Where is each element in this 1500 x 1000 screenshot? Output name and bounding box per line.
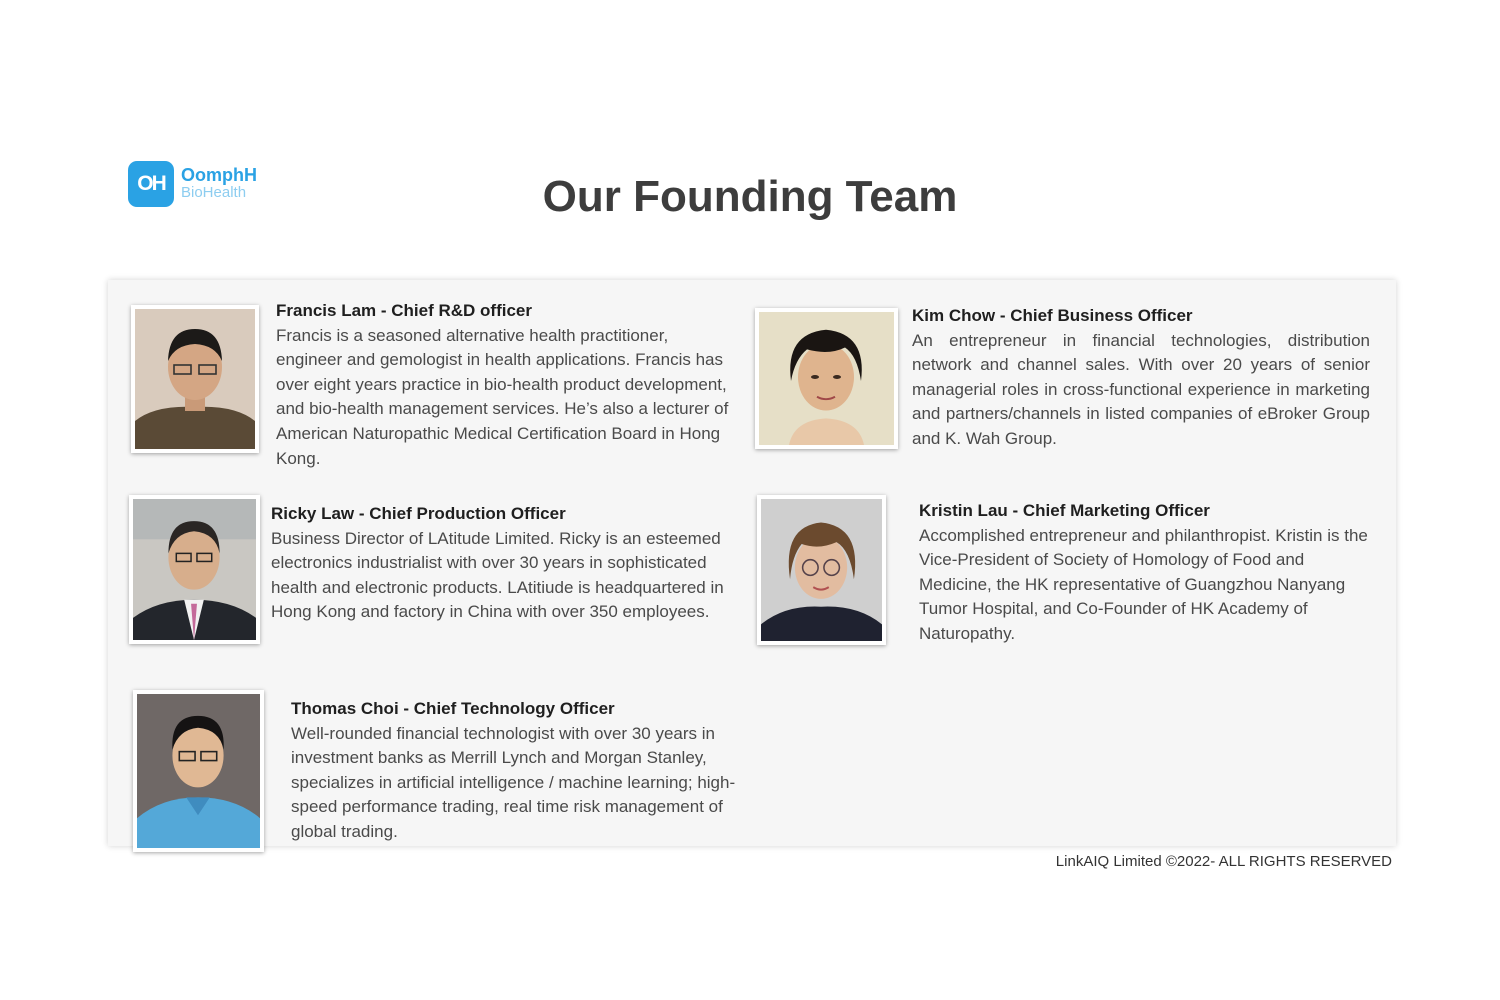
thomas-description: Well-rounded financial technologist with over 30 years in investment banks as Merrill Lynch and Morgan Stanley, specializes in artificial intelligence / machine learning; high-speed performance trading, real time risk management of global trading. <box>291 723 736 841</box>
ricky-name: Ricky Law - Chief Production Officer <box>271 504 566 523</box>
ricky-photo <box>129 495 260 644</box>
francis-photo <box>131 305 259 453</box>
thomas-name: Thomas Choi - Chief Technology Officer <box>291 699 615 718</box>
thomas-bio <box>291 697 769 845</box>
francis-description: Francis is a seasoned alternative health practitioner, engineer and gemologist in health applications. Francis has over eight years practice in bio-health product development, and bio-health management services. He’s also a lecturer of American Naturopathic Medical Certification Board in Hong Kong. <box>276 325 729 468</box>
ricky-description: Business Director of LAtitude Limited. Ricky is an esteemed electronics industrialist with over 30 years in sophisticated health and electronic products. LAtitiude is headquartered in Hong Kong and factory in China with over 350 employees. <box>271 528 724 622</box>
thomas-photo <box>133 690 264 852</box>
logo-subtitle: BioHealth <box>181 184 247 201</box>
kristin-photo <box>757 495 886 645</box>
copyright-footer: LinkAIQ Limited ©2022- ALL RIGHTS RESERVED <box>1055 853 1392 870</box>
kim-bio <box>912 304 1370 452</box>
francis-name: Francis Lam - Chief R&D officer <box>276 301 532 320</box>
ricky-bio <box>271 502 733 625</box>
kristin-description: Accomplished entrepreneur and philanthropist. Kristin is the Vice-President of Society of Homology of Food and Medicine, the HK representative of Guangzhou Nanyang Tumor Hospital, and Co-Founder of HK Academy of Naturopathy. <box>919 525 1368 643</box>
page-title: Our Founding Team <box>542 172 958 221</box>
kim-name: Kim Chow - Chief Business Officer <box>912 306 1193 325</box>
francis-bio <box>276 299 738 471</box>
kim-photo <box>755 308 898 449</box>
kristin-bio <box>919 499 1381 647</box>
logo-name: OomphH <box>181 165 257 185</box>
kristin-name: Kristin Lau - Chief Marketing Officer <box>919 501 1210 520</box>
kim-description: An entrepreneur in financial technologies, distribution network and channel sales. With over 20 years of senior managerial roles in cross-functional experience in marketing and partners/channels in listed companies of eBroker Group and K. Wah Group. <box>912 330 1370 448</box>
team-panel <box>108 280 1396 846</box>
logo-mark: OH <box>128 161 174 207</box>
